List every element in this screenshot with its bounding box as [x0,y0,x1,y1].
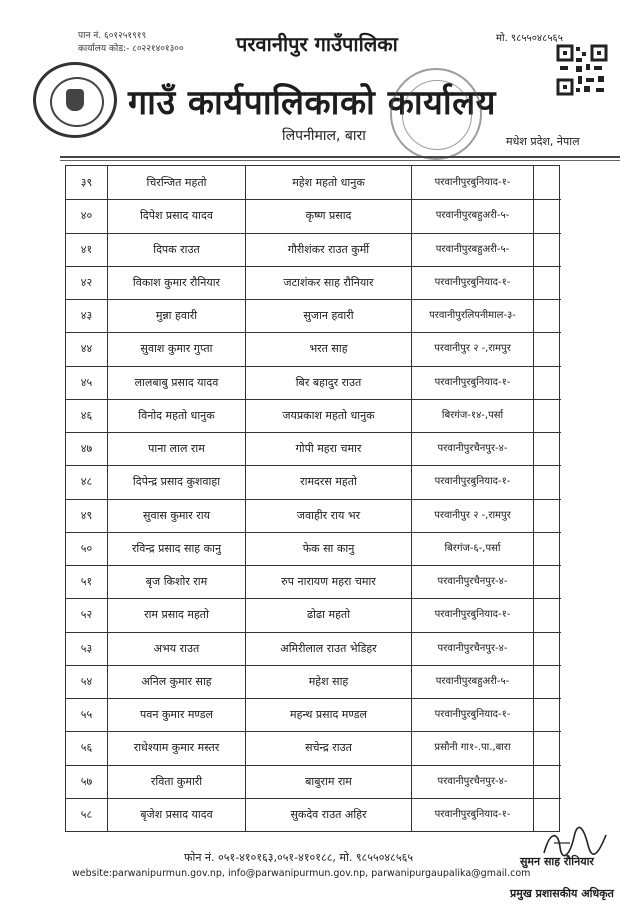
table-row [66,366,561,399]
name-cell: विनोद महतो धानुक [107,400,245,432]
office-address: लिपनीमाल, बारा [282,128,366,144]
guardian-name-cell: सुजान हवारी [245,300,411,332]
table-row [66,532,561,565]
blank-cell [533,367,561,399]
guardian-name-cell: फेक सा कानु [245,533,411,565]
address-cell: प्रसौनी गा१-.पा.,बारा [411,732,533,764]
address-cell: परवानीपुरबुनियाद-१- [411,599,533,631]
qr-code-icon [556,44,608,96]
name-cell: बृज किशोर राम [107,566,245,598]
serial-number-cell: ४० [80,209,93,223]
address-cell: परवानीपुरबुनियाद-१- [411,699,533,731]
name-cell: सुवास कुमार राय [107,500,245,532]
address-cell: परवानीपुर २ -,रामपुर [411,500,533,532]
guardian-name-cell: महेश साह [245,666,411,698]
table-row [66,798,561,831]
address-cell: परवानीपुरलिपनीमाल-३- [411,300,533,332]
address-cell: परवानीपुरबुनियाद-१- [411,267,533,299]
table-row [66,166,561,199]
table-row [66,499,561,532]
serial-number-cell: ३९ [80,175,93,189]
serial-number-cell: ४३ [80,309,93,323]
beneficiary-table [65,165,560,832]
table-row [66,266,561,299]
table-row [66,565,561,598]
table-row [66,399,561,432]
address-cell: परवानीपुरचैनपुर-४- [411,766,533,798]
blank-cell [533,200,561,232]
name-cell: सुवाश कुमार गुप्ता [107,333,245,365]
address-cell: परवानीपुरचैनपुर-४- [411,633,533,665]
serial-number-cell: ४९ [80,508,93,522]
address-cell: परवानीपुरबहुअरी-५- [411,234,533,266]
guardian-name-cell: रामदरस महतो [245,466,411,498]
guardian-name-cell: जवाहीर राय भर [245,500,411,532]
guardian-name-cell: अमिरीलाल राउत भेडिहर [245,633,411,665]
serial-number-cell: ४६ [80,408,93,422]
municipality-name: परवानीपुर गाउँपालिका [236,32,398,56]
name-cell: रविता कुमारी [107,766,245,798]
guardian-name-cell: बिर बहादुर राउत [245,367,411,399]
address-cell: परवानीपुर २ -,रामपुर [411,333,533,365]
guardian-name-cell: भरत साह [245,333,411,365]
header-divider [60,156,620,158]
serial-number-cell: ४५ [80,375,93,389]
name-cell: दिपक राउत [107,234,245,266]
serial-number-cell: ५४ [80,674,93,688]
serial-number-cell: ४२ [80,275,93,289]
name-cell: दिपेश प्रसाद यादव [107,200,245,232]
guardian-name-cell: महन्थ प्रसाद मण्डल [245,699,411,731]
guardian-name-cell: सचेन्द्र राउत [245,732,411,764]
blank-cell [533,699,561,731]
blank-cell [533,400,561,432]
table-row [66,299,561,332]
blank-cell [533,633,561,665]
table-row [66,632,561,665]
signer-name: सुमन साह रौनियार [520,855,594,868]
guardian-name-cell: जटाशंकर साह रौनियार [245,267,411,299]
blank-cell [533,433,561,465]
blank-cell [533,267,561,299]
office-title: गाउँ कार्यपालिकाको कार्यालय [128,83,496,123]
serial-number-cell: ५० [80,541,93,555]
address-cell: परवानीपुरचैनपुर-४- [411,433,533,465]
serial-number-cell: ४७ [80,442,93,456]
table-row [66,465,561,498]
blank-cell [533,333,561,365]
serial-number-cell: ४१ [80,242,93,256]
address-cell: परवानीपुरबुनियाद-१- [411,466,533,498]
blank-cell [533,732,561,764]
name-cell: मुन्ना हवारी [107,300,245,332]
name-cell: राधेश्याम कुमार मस्तर [107,732,245,764]
name-cell: अनिल कुमार साह [107,666,245,698]
address-cell: परवानीपुरबुनियाद-१- [411,166,533,199]
address-cell: बिरगंज-१४-,पर्सा [411,400,533,432]
guardian-name-cell: सुकदेव राउत अहिर [245,799,411,831]
address-cell: परवानीपुरचैनपुर-४- [411,566,533,598]
name-cell: चिरन्जित महतो [107,166,245,199]
name-cell: विकाश कुमार रौनियार [107,267,245,299]
table-row [66,233,561,266]
footer-phone-numbers: फोन नं. ०५१-४१०१६३,०५१-४१०१८८, मो. ९८५५०४८५६५ [184,851,414,864]
name-cell: दिपेन्द्र प्रसाद कुशवाहा [107,466,245,498]
serial-number-cell: ५५ [80,708,93,722]
footer-web-email: website:parwanipurmun.gov.np, info@parwanipurmun.gov.np, parwanipurgaupalika@gmail.com [72,868,531,879]
name-cell: बृजेश प्रसाद यादव [107,799,245,831]
blank-cell [533,599,561,631]
address-cell: बिरगंज-६-,पर्सा [411,533,533,565]
table-row [66,598,561,631]
name-cell: अभय राउत [107,633,245,665]
serial-number-cell: ४८ [80,475,93,489]
guardian-name-cell: ढोढा महतो [245,599,411,631]
blank-cell [533,234,561,266]
name-cell: लालबाबु प्रसाद यादव [107,367,245,399]
address-cell: परवानीपुरबुनियाद-१- [411,367,533,399]
blank-cell [533,466,561,498]
serial-number-cell: ५३ [80,641,93,655]
serial-number-cell: ४४ [80,342,93,356]
table-row [66,332,561,365]
blank-cell [533,533,561,565]
guardian-name-cell: जयप्रकाश महतो धानुक [245,400,411,432]
serial-number-cell: ५२ [80,608,93,622]
pan-number: पान नं. ६०१२५१९१९ [78,31,147,41]
mobile-number: मो. ९८५५०४८५६५ [496,33,563,44]
serial-number-cell: ५६ [80,741,93,755]
signer-designation: प्रमुख प्रशासकीय अधिकृत [510,887,614,900]
table-row [66,765,561,798]
nepal-emblem-icon [33,62,117,138]
blank-cell [533,766,561,798]
table-row [66,698,561,731]
table-row [66,731,561,764]
guardian-name-cell: गोपी महरा चमार [245,433,411,465]
guardian-name-cell: बाबुराम राम [245,766,411,798]
header-divider-thin [60,160,620,161]
blank-cell [533,666,561,698]
table-row [66,199,561,232]
name-cell: राम प्रसाद महतो [107,599,245,631]
name-cell: पवन कुमार मण्डल [107,699,245,731]
guardian-name-cell: महेश महतो धानुक [245,166,411,199]
address-cell: परवानीपुरबहुअरी-५- [411,666,533,698]
guardian-name-cell: गौरीशंकर राउत कुर्मी [245,234,411,266]
table-row [66,665,561,698]
address-cell: परवानीपुरबुनियाद-१- [411,799,533,831]
office-code: कार्यालय कोड:- ८०२२१४०१३०० [78,44,184,54]
serial-number-cell: ५७ [80,774,93,788]
name-cell: पाना लाल राम [107,433,245,465]
blank-cell [533,166,561,199]
name-cell: रविन्द्र प्रसाद साह कानु [107,533,245,565]
office-stamp-icon [390,68,482,160]
blank-cell [533,300,561,332]
province-country: मधेश प्रदेश, नेपाल [506,135,580,148]
serial-number-cell: ५१ [80,575,93,589]
blank-cell [533,566,561,598]
table-row [66,432,561,465]
guardian-name-cell: कृष्ण प्रसाद [245,200,411,232]
guardian-name-cell: रुप नारायण महरा चमार [245,566,411,598]
serial-number-cell: ५८ [80,807,93,821]
address-cell: परवानीपुरबहुअरी-५- [411,200,533,232]
blank-cell [533,500,561,532]
